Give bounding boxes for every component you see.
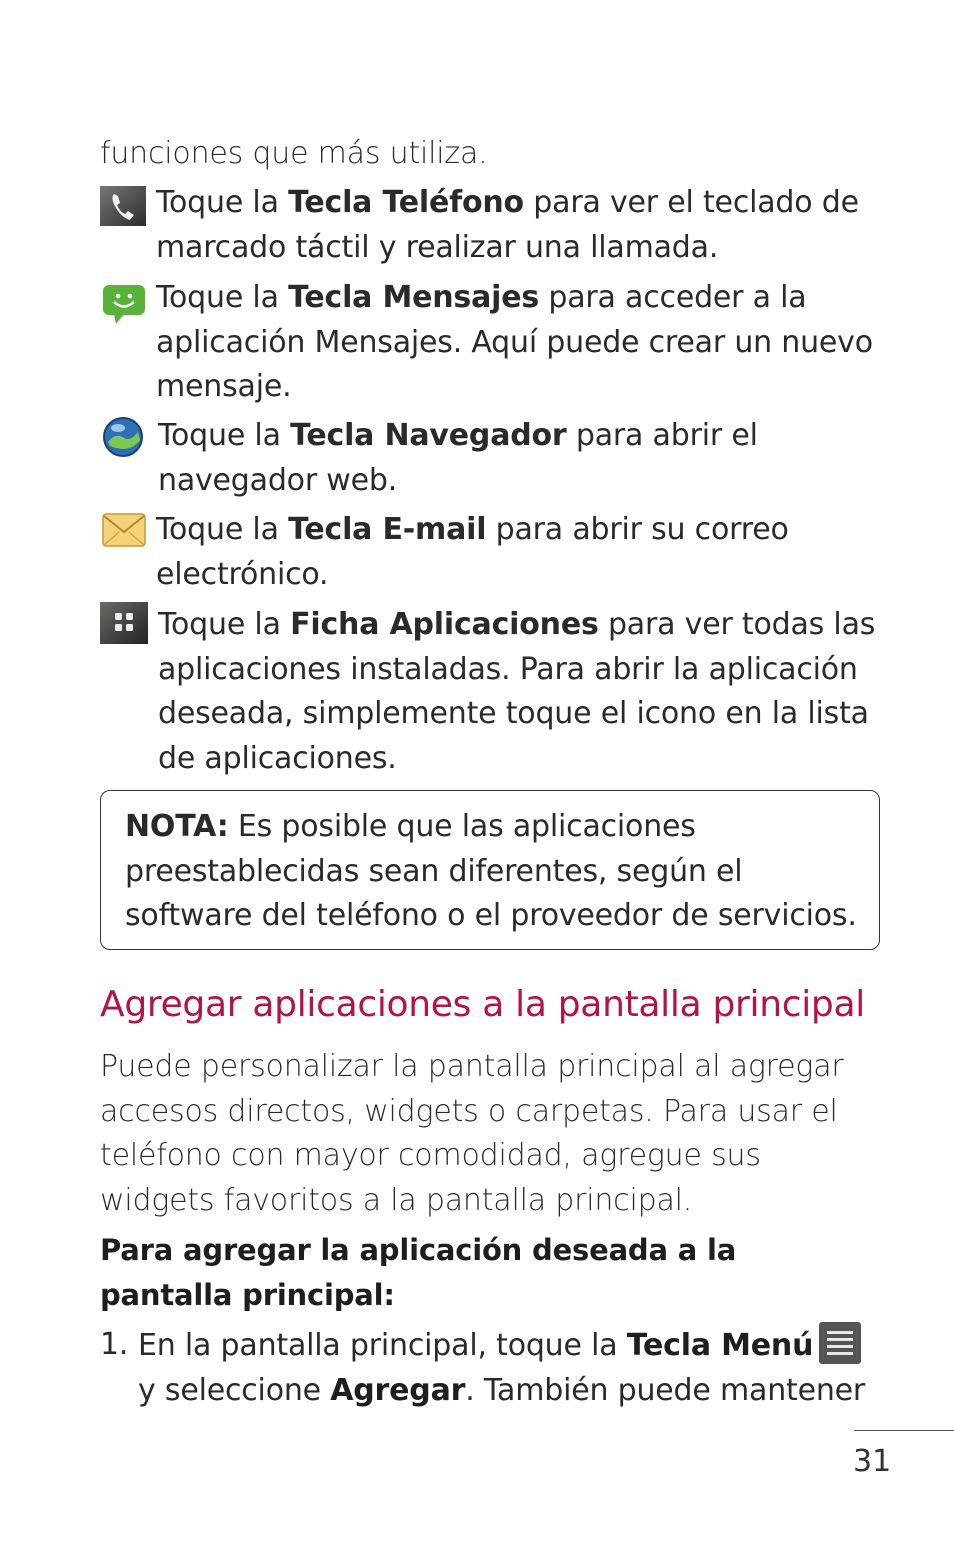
item-apps-pre: Toque la [158,607,291,642]
item-phone [156,181,886,270]
note-body: Es posible que las aplicaciones preestablecidas sean diferentes, según el software del teléfono o el proveedor de servicios. [125,809,857,933]
section-body: Puede personalizar la pantalla principal al agregar accesos directos, widgets o carpetas. Para usar el teléfono con mayor comodidad, agregue sus widgets favoritos a la pantalla principal. [100,1049,844,1218]
step-add: Agregar [330,1373,466,1408]
item-messages-pre: Toque la [156,280,289,315]
procedure-heading: Para agregar la aplicación deseada a la pantalla principal: [100,1233,737,1312]
step-pre: En la pantalla principal, toque la [138,1328,627,1363]
item-browser-key: Tecla Navegador [290,418,567,453]
item-email-pre: Toque la [156,512,289,547]
note-text [125,805,865,939]
item-messages-post: para acceder a la aplicación Mensajes. Aquí puede crear un nuevo mensaje. [156,280,873,404]
item-browser [158,414,888,503]
step-post: . También puede mantener [465,1373,866,1408]
apps-icon [100,602,148,648]
item-phone-pre: Toque la [156,185,289,220]
item-messages-key: Tecla Mensajes [288,280,540,315]
browser-icon [102,416,144,462]
section-heading: Agregar aplicaciones a la pantalla principal [100,984,865,1025]
note-label: NOTA: [125,809,229,844]
item-apps [158,603,888,781]
item-apps-post: para ver todas las aplicaciones instaladas. Para abrir la aplicación deseada, simplemente toque el icono en la lista de aplicaciones. [158,607,876,776]
item-messages [156,276,886,410]
step-number: 1. [100,1327,129,1362]
footer-rule [854,1430,954,1431]
item-email-post: para abrir su correo electrónico. [156,512,789,592]
item-apps-key: Ficha Aplicaciones [290,607,599,642]
menu-key-icon [819,1322,861,1364]
item-email-key: Tecla E-mail [288,512,487,547]
email-icon [102,512,146,552]
item-email [156,508,886,597]
page-number: 31 [853,1444,892,1479]
messages-icon [102,282,146,330]
phone-icon [100,186,146,230]
step-mid: y seleccione [138,1373,331,1408]
item-browser-pre: Toque la [158,418,291,453]
step-text [138,1322,888,1413]
item-phone-key: Tecla Teléfono [288,185,524,220]
item-phone-post: para ver el teclado de marcado táctil y realizar una llamada. [156,185,859,265]
intro-line: funciones que más utiliza. [100,136,488,171]
step-menu-key: Tecla Menú [626,1328,814,1363]
note-box [100,790,880,950]
item-browser-post: para abrir el navegador web. [158,418,758,498]
